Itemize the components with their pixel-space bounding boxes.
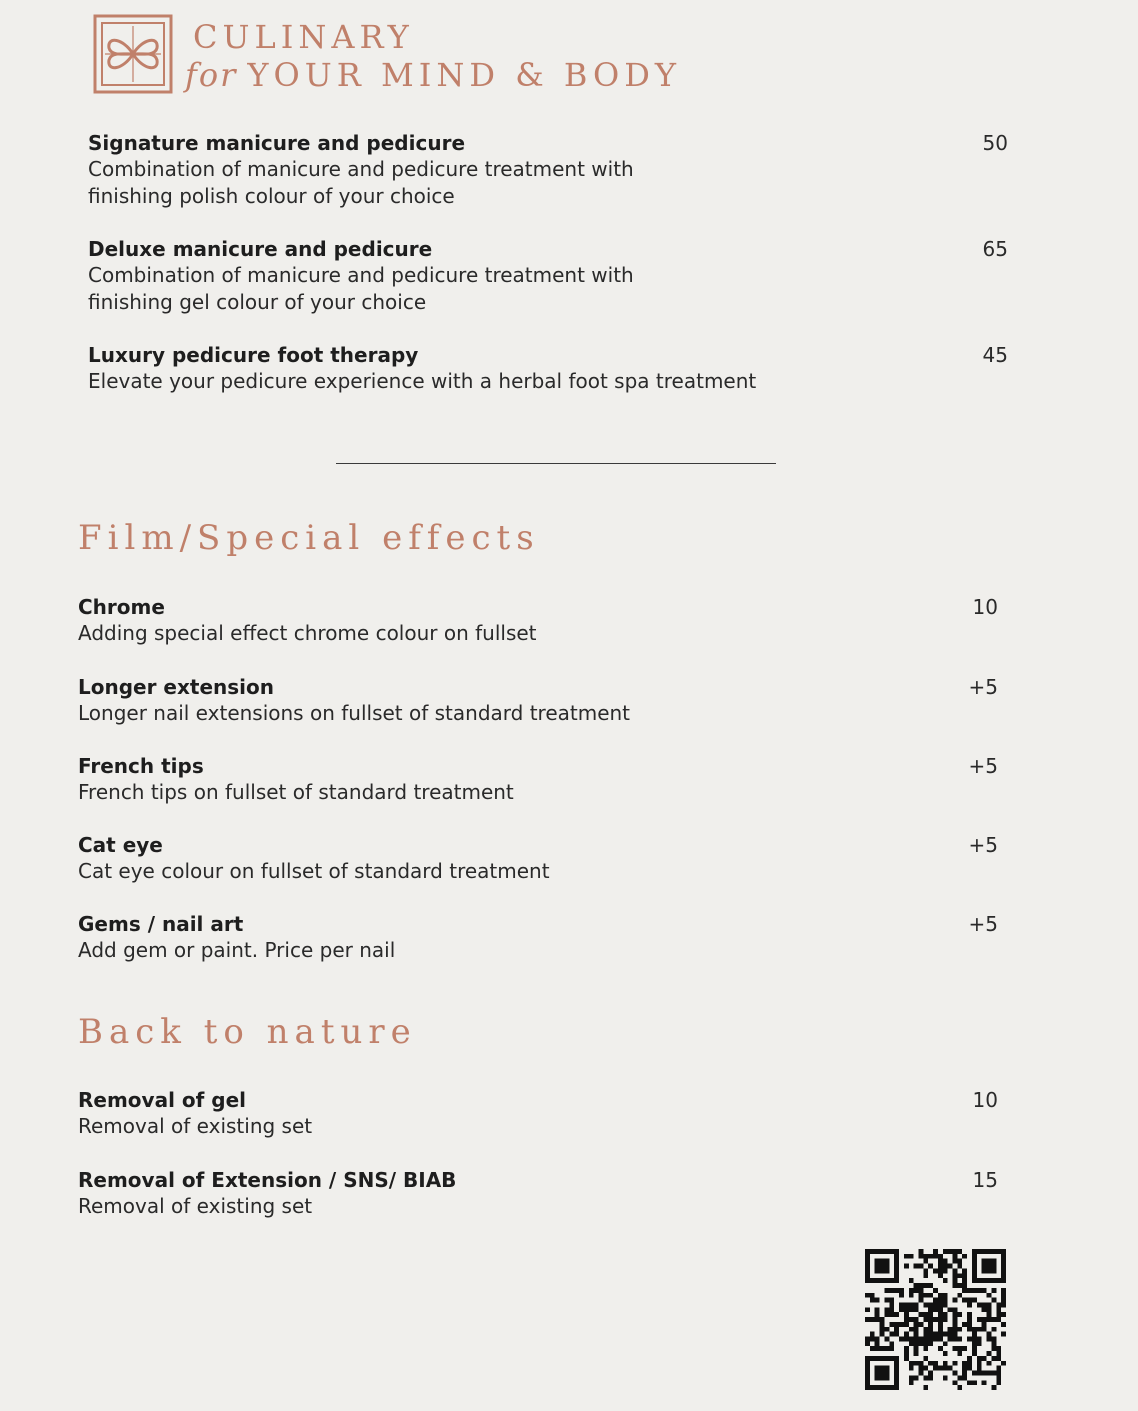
section-title-nature: Back to nature: [78, 1012, 417, 1052]
menu-item: [78, 832, 550, 885]
item-description: Removal of existing set: [78, 1114, 313, 1138]
menu-item: [88, 342, 756, 395]
menu-item: [78, 674, 630, 727]
section-divider: [336, 463, 776, 464]
item-price: 10: [972, 595, 998, 619]
item-name: French tips: [78, 754, 204, 778]
item-price: +5: [968, 754, 998, 778]
menu-item: [78, 911, 395, 964]
item-price: 15: [972, 1168, 998, 1192]
item-name: Longer extension: [78, 675, 274, 699]
item-name: Deluxe manicure and pedicure: [88, 237, 433, 261]
floral-square-logo-icon: [93, 14, 173, 94]
menu-item: [78, 594, 537, 647]
menu-item: [78, 1087, 312, 1140]
item-price: +5: [968, 833, 998, 857]
item-description: Adding special effect chrome colour on fullset: [78, 621, 537, 645]
item-name: Signature manicure and pedicure: [88, 131, 466, 155]
menu-item: [78, 753, 514, 806]
item-description: Add gem or paint. Price per nail: [78, 938, 396, 962]
item-price: 65: [982, 237, 1008, 261]
item-price: 10: [972, 1088, 998, 1112]
item-description: Cat eye colour on fullset of standard treatment: [78, 859, 550, 883]
brand-tagline: [185, 56, 681, 94]
item-description: Combination of manicure and pedicure treatment with: [88, 157, 634, 181]
item-name: Luxury pedicure foot therapy: [88, 343, 419, 367]
item-price: +5: [968, 912, 998, 936]
item-description: Longer nail extensions on fullset of standard treatment: [78, 701, 631, 725]
menu-item: [88, 130, 634, 209]
item-name: Removal of gel: [78, 1088, 247, 1112]
brand-tagline-rest: YOUR MIND & BODY: [247, 56, 682, 94]
section-title-film: Film/Special effects: [78, 518, 540, 558]
item-name: Gems / nail art: [78, 912, 244, 936]
item-description: Combination of manicure and pedicure treatment with: [88, 263, 634, 287]
menu-item: [88, 236, 634, 315]
brand-name: CULINARY: [193, 18, 414, 56]
item-name: Removal of Extension / SNS/ BIAB: [78, 1168, 457, 1192]
qr-code-icon[interactable]: [865, 1249, 1006, 1390]
item-price: +5: [968, 675, 998, 699]
menu-item: [78, 1167, 456, 1220]
item-description: French tips on fullset of standard treatment: [78, 780, 514, 804]
brand-tagline-for: for: [185, 56, 238, 94]
item-name: Chrome: [78, 595, 165, 619]
item-price: 50: [982, 131, 1008, 155]
item-description: finishing polish colour of your choice: [88, 183, 455, 208]
item-description: Elevate your pedicure experience with a herbal foot spa treatment: [88, 369, 757, 393]
item-name: Cat eye: [78, 833, 163, 857]
item-description: finishing gel colour of your choice: [88, 289, 427, 314]
item-price: 45: [982, 343, 1008, 367]
item-description: Removal of existing set: [78, 1194, 313, 1218]
